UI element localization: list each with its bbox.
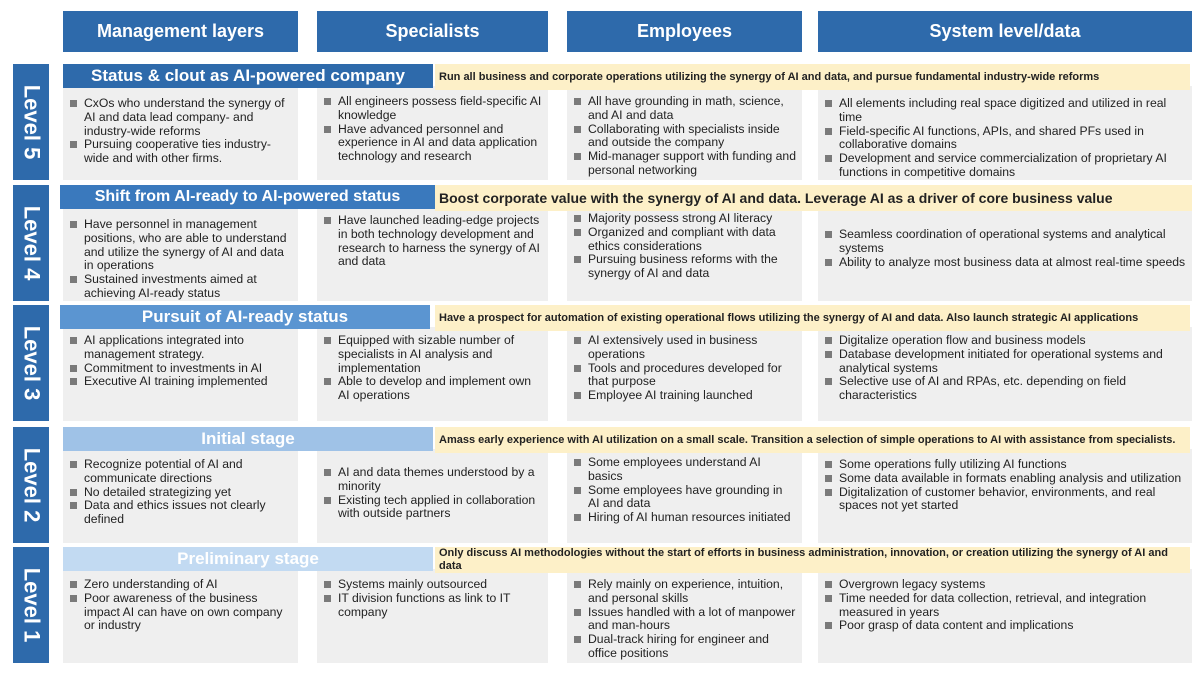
bullet-square-icon bbox=[574, 256, 581, 263]
stage-banner-text: Only discuss AI methodologies without the start of efforts in business administration, innovation, or creation utilizing the synergy of AI and data bbox=[439, 547, 1168, 572]
cell-specialists bbox=[321, 466, 542, 521]
bullet-square-icon bbox=[70, 337, 77, 344]
stage-title: Status & clout as AI-powered company bbox=[63, 64, 433, 88]
cell-management bbox=[67, 334, 292, 389]
bullet-item bbox=[321, 375, 542, 403]
cell-specialists bbox=[321, 334, 542, 403]
bullet-item bbox=[822, 348, 1186, 376]
bullet-text: Some employees have grounding in AI and data bbox=[588, 482, 783, 511]
bullet-item bbox=[321, 334, 542, 375]
bullet-square-icon bbox=[70, 502, 77, 509]
bullet-text: AI extensively used in business operations bbox=[588, 333, 758, 361]
bullet-text: Some employees understand AI basics bbox=[588, 455, 761, 483]
bullet-text: Systems mainly outsourced bbox=[338, 577, 488, 591]
bullet-text: Dual-track hiring for engineer and office positions bbox=[588, 632, 769, 660]
bullet-square-icon bbox=[825, 622, 832, 629]
bullet-text: No detailed strategizing yet bbox=[84, 484, 232, 499]
bullet-text: Database development initiated for operational systems and analytical systems bbox=[839, 346, 1163, 375]
bullet-item bbox=[822, 458, 1186, 472]
bullet-item bbox=[822, 152, 1186, 180]
cell-management bbox=[67, 578, 292, 633]
bullet-square-icon bbox=[70, 276, 77, 283]
bullet-item bbox=[571, 633, 796, 661]
bullet-square-icon bbox=[324, 217, 331, 224]
bullet-square-icon bbox=[574, 98, 581, 105]
cell-system bbox=[822, 578, 1186, 633]
bullet-item bbox=[822, 334, 1186, 348]
bullet-square-icon bbox=[825, 100, 832, 107]
bullet-text: Sustained investments aimed at achieving AI-ready status bbox=[84, 272, 257, 300]
bullet-square-icon bbox=[574, 487, 581, 494]
bullet-item bbox=[67, 334, 292, 362]
bullet-square-icon bbox=[324, 98, 331, 105]
bullet-square-icon bbox=[825, 351, 832, 358]
bullet-square-icon bbox=[574, 636, 581, 643]
header-specialists: Specialists bbox=[317, 11, 548, 52]
bullet-square-icon bbox=[324, 497, 331, 504]
level-label-text: Level 3 bbox=[19, 325, 45, 401]
bullet-item bbox=[822, 592, 1186, 620]
level-label bbox=[13, 427, 49, 543]
bullet-item bbox=[571, 334, 796, 362]
bullet-text: Mid-manager support with funding and personal networking bbox=[588, 149, 796, 177]
stage-banner-text: Have a prospect for automation of existing operational flows utilizing the synergy of AI and data. Also launch strategic AI applications bbox=[439, 311, 1139, 324]
bullet-square-icon bbox=[70, 365, 77, 372]
header-system-level-data: System level/data bbox=[818, 11, 1192, 52]
bullet-square-icon bbox=[70, 581, 77, 588]
cell-employees bbox=[571, 212, 796, 281]
stage-title: Preliminary stage bbox=[63, 547, 433, 571]
bullet-text: Issues handled with a lot of manpower and man-hours bbox=[588, 604, 796, 633]
bullet-item bbox=[67, 273, 292, 301]
bullet-text: Collaborating with specialists inside and outside the company bbox=[588, 121, 780, 150]
cell-management bbox=[67, 458, 292, 527]
cell-employees bbox=[571, 456, 796, 525]
bullet-text: Commitment to investments in AI bbox=[84, 360, 263, 375]
level-label-text: Level 1 bbox=[19, 567, 45, 643]
bullet-item bbox=[571, 226, 796, 254]
bullet-item bbox=[571, 253, 796, 281]
bullet-square-icon bbox=[324, 337, 331, 344]
bullet-item bbox=[822, 256, 1186, 270]
cell-system bbox=[822, 458, 1186, 513]
bullet-text: Have launched leading-edge projects in both technology development and research to harness the synergy of AI and data bbox=[338, 213, 540, 269]
bullet-text: Employee AI training launched bbox=[588, 388, 753, 403]
bullet-square-icon bbox=[574, 365, 581, 372]
level-label bbox=[13, 305, 49, 421]
bullet-item bbox=[822, 619, 1186, 633]
bullet-text: Have personnel in management positions, who are able to understand and utilize the synergy of AI and data in operations bbox=[84, 217, 287, 273]
bullet-text: Pursuing cooperative ties industry-wide and with other firms. bbox=[84, 137, 271, 166]
bullet-item bbox=[67, 486, 292, 500]
bullet-item bbox=[571, 456, 796, 484]
header-management-layers: Management layers bbox=[63, 11, 298, 52]
bullet-item bbox=[571, 511, 796, 525]
bullet-square-icon bbox=[574, 392, 581, 399]
bullet-item bbox=[822, 125, 1186, 153]
bullet-item bbox=[822, 228, 1186, 256]
bullet-square-icon bbox=[324, 126, 331, 133]
bullet-text: Overgrown legacy systems bbox=[839, 577, 986, 591]
bullet-text: Executive AI training implemented bbox=[84, 374, 268, 389]
bullet-text: Selective use of AI and RPAs, etc. depending on field characteristics bbox=[839, 374, 1127, 403]
bullet-text: AI and data themes understood by a minority bbox=[338, 465, 535, 493]
bullet-item bbox=[571, 578, 796, 606]
bullet-text: Poor awareness of the business impact AI can have on own company or industry bbox=[84, 590, 283, 633]
cell-specialists bbox=[321, 95, 542, 164]
bullet-item bbox=[321, 578, 542, 592]
stage-banner-text: Amass early experience with AI utilization on a small scale. Transition a selection of simple operations to AI with assistance from specialists. bbox=[439, 433, 1176, 446]
bullet-item bbox=[571, 389, 796, 403]
bullet-text: IT division functions as link to IT company bbox=[338, 590, 511, 619]
bullet-text: Recognize potential of AI and communicate directions bbox=[84, 457, 243, 485]
bullet-text: Have advanced personnel and experience in AI and data application technology and research bbox=[338, 121, 538, 164]
bullet-item bbox=[67, 499, 292, 527]
bullet-text: Zero understanding of AI bbox=[84, 577, 218, 591]
bullet-square-icon bbox=[825, 489, 832, 496]
bullet-square-icon bbox=[70, 141, 77, 148]
bullet-text: Hiring of AI human resources initiated bbox=[588, 510, 791, 525]
bullet-item bbox=[822, 375, 1186, 403]
bullet-item bbox=[67, 218, 292, 273]
bullet-square-icon bbox=[574, 337, 581, 344]
bullet-item bbox=[321, 95, 542, 123]
bullet-text: Development and service commercialization of proprietary AI functions in competitive domains bbox=[839, 151, 1167, 179]
bullet-text: All have grounding in math, science, and AI and data bbox=[588, 94, 784, 122]
level-label bbox=[13, 185, 49, 301]
bullet-item bbox=[321, 123, 542, 164]
bullet-item bbox=[67, 592, 292, 633]
bullet-square-icon bbox=[825, 595, 832, 602]
bullet-item bbox=[321, 466, 542, 494]
bullet-text: Seamless coordination of operational systems and analytical systems bbox=[839, 227, 1166, 255]
stage-banner bbox=[435, 64, 1190, 90]
stage-banner bbox=[435, 305, 1190, 331]
bullet-text: Digitalization of customer behavior, environments, and real spaces not yet started bbox=[839, 484, 1156, 513]
bullet-square-icon bbox=[574, 581, 581, 588]
bullet-item bbox=[822, 486, 1186, 514]
level-label-text: Level 4 bbox=[19, 205, 45, 281]
bullet-square-icon bbox=[70, 378, 77, 385]
bullet-text: All elements including real space digitized and utilized in real time bbox=[839, 96, 1167, 124]
bullet-square-icon bbox=[574, 215, 581, 222]
bullet-square-icon bbox=[70, 595, 77, 602]
stage-banner bbox=[435, 547, 1190, 573]
cell-specialists bbox=[321, 214, 542, 269]
bullet-square-icon bbox=[574, 514, 581, 521]
cell-specialists bbox=[321, 578, 542, 619]
stage-banner bbox=[435, 427, 1190, 453]
bullet-text: Tools and procedures developed for that purpose bbox=[588, 360, 782, 389]
level-label-text: Level 5 bbox=[19, 84, 45, 160]
bullet-text: Poor grasp of data content and implications bbox=[839, 618, 1074, 633]
bullet-text: Organized and compliant with data ethics considerations bbox=[588, 224, 776, 253]
stage-banner-text: Boost corporate value with the synergy of AI and data. Leverage AI as a driver of core business value bbox=[439, 189, 1113, 206]
bullet-square-icon bbox=[825, 378, 832, 385]
bullet-text: Existing tech applied in collaboration with outside partners bbox=[338, 492, 536, 521]
bullet-text: Data and ethics issues not clearly defined bbox=[84, 498, 266, 527]
bullet-item bbox=[67, 97, 292, 138]
bullet-text: Majority possess strong AI literacy bbox=[588, 211, 773, 225]
bullet-text: Some data available in formats enabling analysis and utilization bbox=[839, 470, 1182, 485]
bullet-text: Rely mainly on experience, intuition, and personal skills bbox=[588, 577, 784, 605]
stage-banner bbox=[435, 185, 1192, 211]
bullet-square-icon bbox=[70, 461, 77, 468]
cell-system bbox=[822, 334, 1186, 403]
level-label-text: Level 2 bbox=[19, 447, 45, 523]
bullet-square-icon bbox=[70, 100, 77, 107]
bullet-item bbox=[822, 578, 1186, 592]
bullet-text: Able to develop and implement own AI operations bbox=[338, 374, 532, 403]
bullet-square-icon bbox=[574, 459, 581, 466]
bullet-text: Equipped with sizable number of specialists in AI analysis and implementation bbox=[338, 333, 515, 375]
bullet-square-icon bbox=[825, 231, 832, 238]
bullet-item bbox=[822, 472, 1186, 486]
bullet-square-icon bbox=[574, 229, 581, 236]
bullet-item bbox=[321, 214, 542, 269]
bullet-item bbox=[571, 484, 796, 512]
bullet-item bbox=[571, 150, 796, 178]
bullet-text: Field-specific AI functions, APIs, and shared PFs used in collaborative domains bbox=[839, 123, 1144, 152]
bullet-item bbox=[321, 592, 542, 620]
bullet-square-icon bbox=[70, 489, 77, 496]
bullet-square-icon bbox=[825, 337, 832, 344]
stage-banner-text: Run all business and corporate operations utilizing the synergy of AI and data, and pursue fundamental industry-wide reforms bbox=[439, 70, 1100, 83]
bullet-item bbox=[571, 606, 796, 634]
bullet-item bbox=[67, 362, 292, 376]
bullet-square-icon bbox=[574, 609, 581, 616]
bullet-square-icon bbox=[324, 581, 331, 588]
bullet-text: Pursuing business reforms with the synergy of AI and data bbox=[588, 252, 778, 281]
bullet-text: CxOs who understand the synergy of AI and data lead company- and industry-wide reforms bbox=[84, 96, 285, 138]
bullet-item bbox=[571, 362, 796, 390]
cell-system bbox=[822, 228, 1186, 269]
bullet-square-icon bbox=[825, 155, 832, 162]
bullet-item bbox=[571, 95, 796, 123]
bullet-item bbox=[67, 458, 292, 486]
cell-employees bbox=[571, 95, 796, 178]
bullet-square-icon bbox=[825, 259, 832, 266]
bullet-square-icon bbox=[574, 153, 581, 160]
bullet-text: All engineers possess field-specific AI knowledge bbox=[338, 94, 542, 122]
bullet-text: Ability to analyze most business data at almost real-time speeds bbox=[839, 254, 1186, 269]
level-label bbox=[13, 64, 49, 180]
stage-title: Pursuit of AI-ready status bbox=[60, 305, 430, 329]
bullet-square-icon bbox=[574, 126, 581, 133]
bullet-item bbox=[67, 138, 292, 166]
bullet-text: Some operations fully utilizing AI functions bbox=[839, 457, 1067, 471]
cell-employees bbox=[571, 578, 796, 661]
level-label bbox=[13, 547, 49, 663]
bullet-item bbox=[571, 123, 796, 151]
bullet-item bbox=[67, 578, 292, 592]
bullet-square-icon bbox=[324, 595, 331, 602]
cell-employees bbox=[571, 334, 796, 403]
bullet-square-icon bbox=[324, 469, 331, 476]
cell-management bbox=[67, 218, 292, 301]
cell-system bbox=[822, 97, 1186, 180]
bullet-square-icon bbox=[825, 461, 832, 468]
header-employees: Employees bbox=[567, 11, 802, 52]
bullet-item bbox=[67, 375, 292, 389]
bullet-square-icon bbox=[70, 221, 77, 228]
bullet-item bbox=[321, 494, 542, 522]
bullet-item bbox=[822, 97, 1186, 125]
stage-title: Initial stage bbox=[63, 427, 433, 451]
bullet-text: Digitalize operation flow and business models bbox=[839, 333, 1086, 347]
bullet-item bbox=[571, 212, 796, 226]
stage-title: Shift from AI-ready to AI-powered status bbox=[60, 185, 435, 209]
cell-management bbox=[67, 97, 292, 166]
bullet-text: AI applications integrated into management strategy. bbox=[84, 333, 244, 361]
bullet-square-icon bbox=[324, 378, 331, 385]
bullet-square-icon bbox=[825, 128, 832, 135]
bullet-text: Time needed for data collection, retrieval, and integration measured in years bbox=[839, 590, 1147, 619]
bullet-square-icon bbox=[825, 475, 832, 482]
bullet-square-icon bbox=[825, 581, 832, 588]
